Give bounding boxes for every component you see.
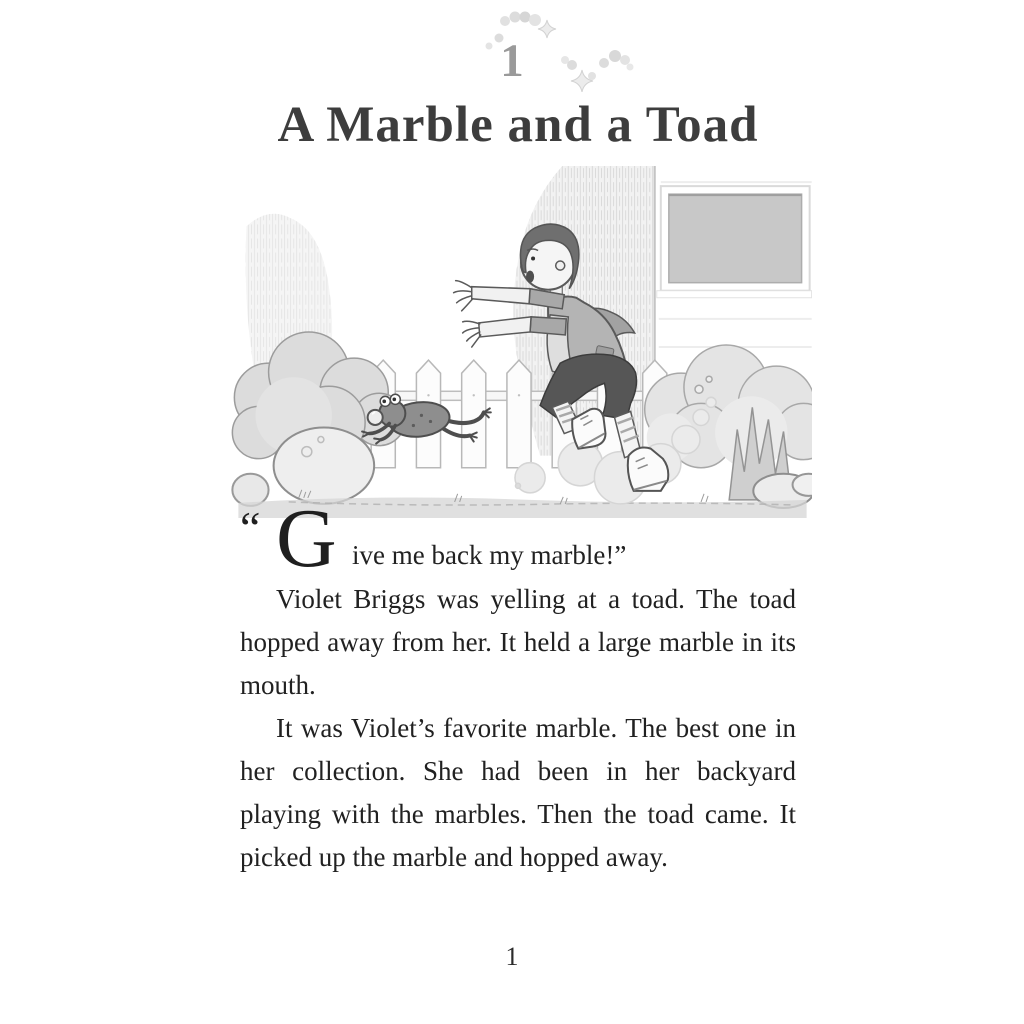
open-mouth <box>526 271 534 283</box>
page-number: 1 <box>505 942 519 971</box>
ear <box>556 261 565 270</box>
house-wall <box>655 166 812 363</box>
opening-line <box>240 492 796 585</box>
chapter-title: A Marble and a Toad <box>277 97 759 153</box>
eye <box>531 257 535 261</box>
paragraph: Violet Briggs was yelling at a toad. The toad hopped away from her. It held a large marble in its mouth. <box>240 584 796 700</box>
paragraph: It was Violet’s favorite marble. The best one in her collection. She had been in her backyard playing with the marbles. Then the toad came. It picked up the marble and hopped away. <box>240 713 796 872</box>
story-text <box>240 492 796 879</box>
window-pane <box>669 194 802 283</box>
illustration <box>228 166 812 518</box>
arm-lower <box>530 317 566 335</box>
first-line-text: ive me back my marble!” <box>352 540 627 570</box>
marble <box>368 410 383 425</box>
drop-cap: G <box>276 492 337 585</box>
chapter-number: 1 <box>500 35 524 87</box>
open-quote: “ <box>240 502 261 553</box>
